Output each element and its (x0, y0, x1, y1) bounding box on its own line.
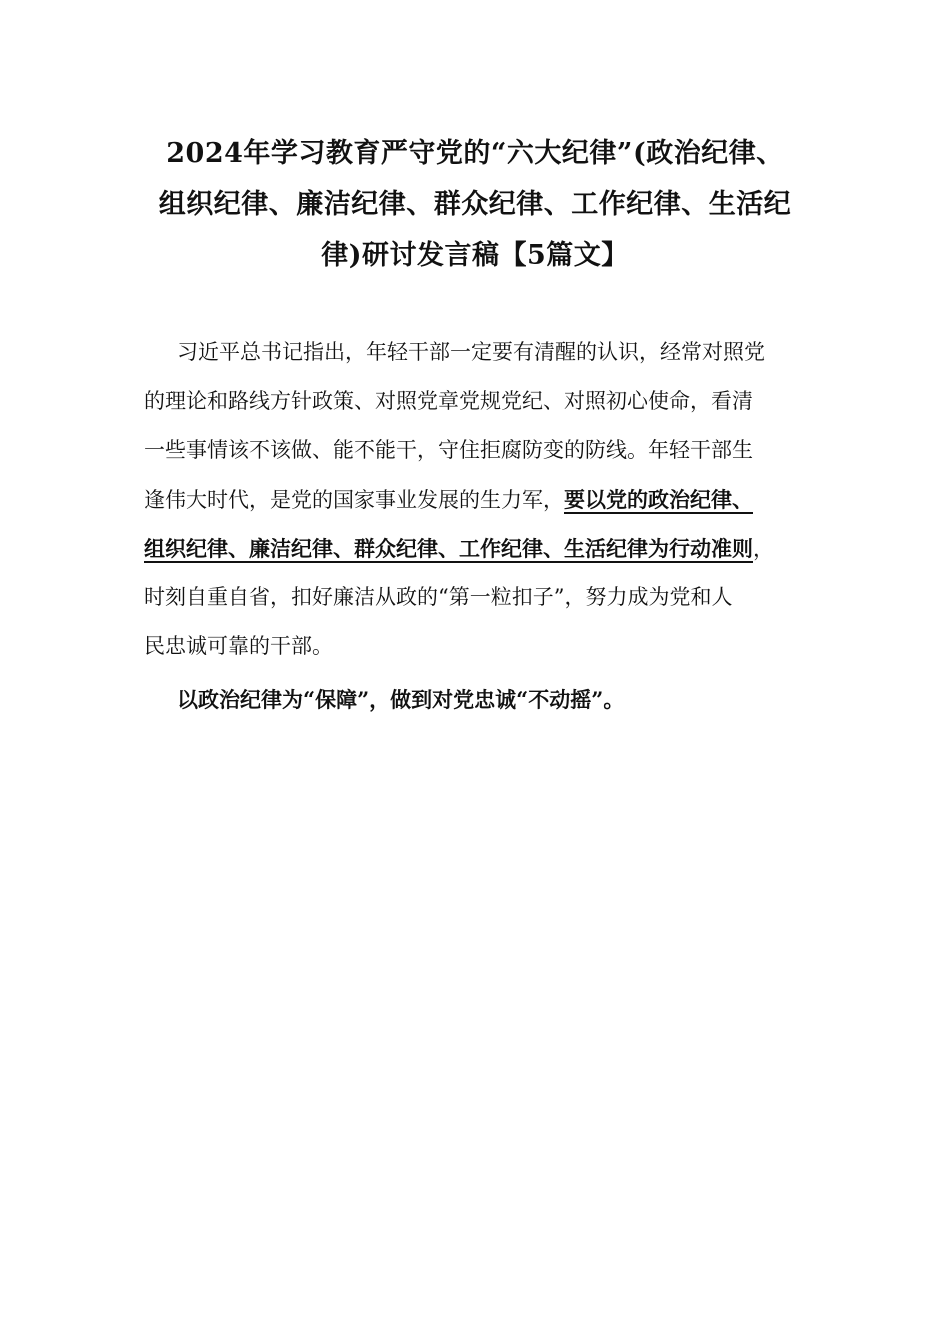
plain-text: ， (753, 537, 774, 561)
title-line: 律)研讨发言稿【5篇文】 (321, 240, 629, 271)
document-title (120, 128, 830, 281)
paragraph-line: 民忠诚可靠的干部。 (144, 634, 333, 658)
emphasized-text: 要以党的政治纪律、 (564, 487, 753, 512)
paragraph-line: 的理论和路线方针政策、对照党章党规党纪、对照初心使命，看清 (144, 389, 753, 413)
paragraph-line (144, 524, 814, 573)
body-paragraph (144, 328, 814, 671)
section-heading: 以政治纪律为“保障”，做到对党忠诚“不动摇”。 (177, 687, 625, 712)
title-line: 2024年学习教育严守党的“六大纪律”(政治纪律、 (166, 138, 784, 169)
emphasized-text: 组织纪律、廉洁纪律、群众纪律、工作纪律、生活纪律为行动准则 (144, 536, 753, 561)
paragraph-line: 一些事情该不该做、能不能干，守住拒腐防变的防线。年轻干部生 (144, 438, 753, 462)
title-line: 组织纪律、廉洁纪律、群众纪律、工作纪律、生活纪 (158, 189, 792, 220)
paragraph-line: 习近平总书记指出，年轻干部一定要有清醒的认识，经常对照党 (177, 340, 765, 364)
paragraph-line: 时刻自重自省，扣好廉洁从政的“第一粒扣子”，努力成为党和人 (144, 585, 733, 609)
paragraph-line (144, 475, 814, 524)
plain-text: 逢伟大时代，是党的国家事业发展的生力军， (144, 488, 564, 512)
